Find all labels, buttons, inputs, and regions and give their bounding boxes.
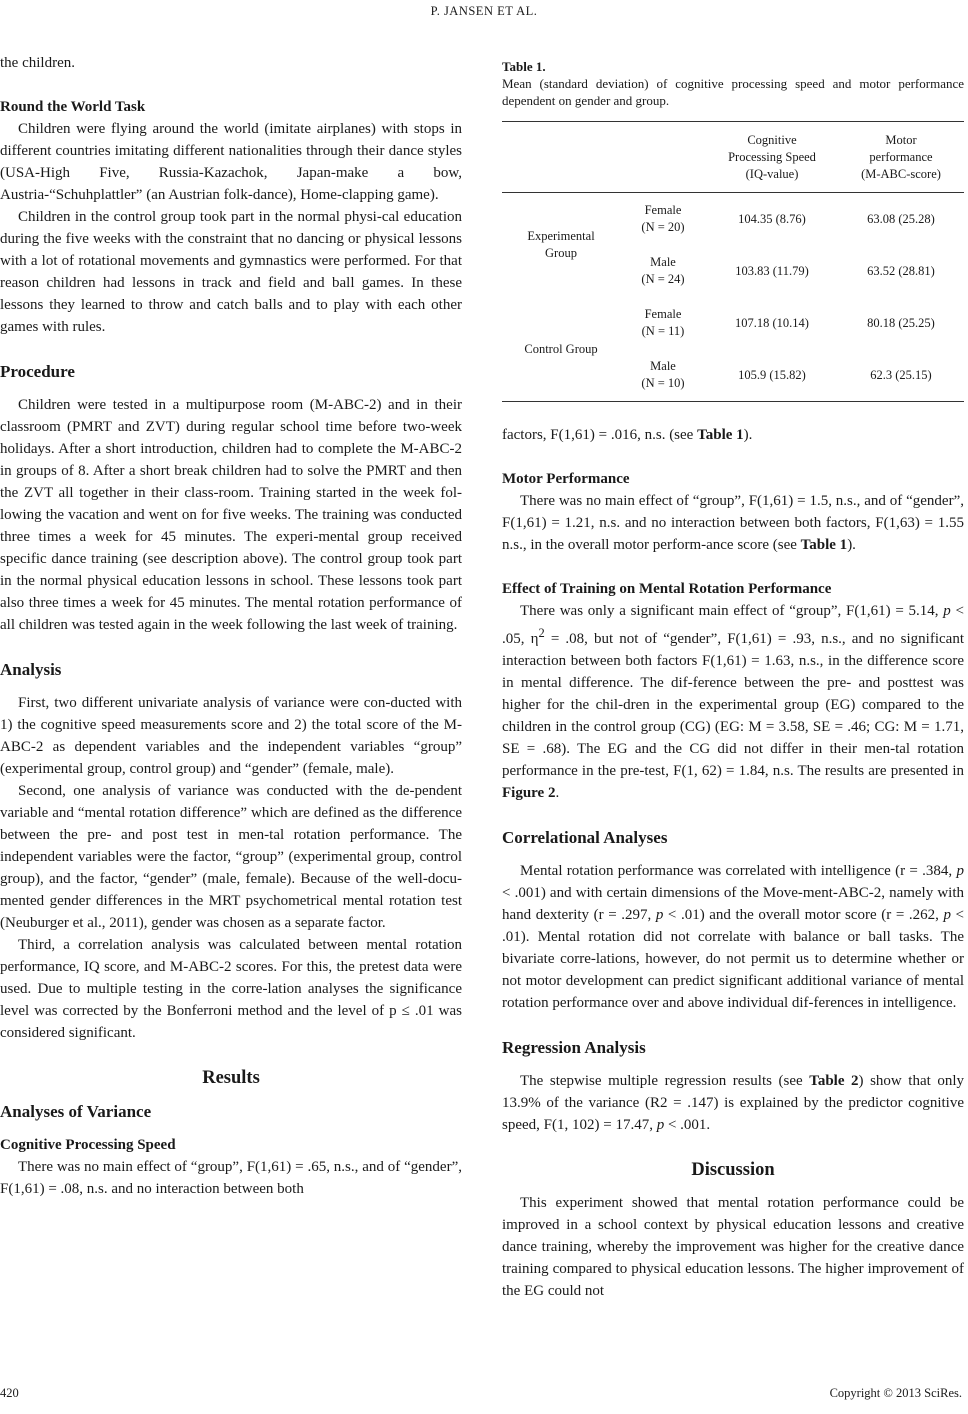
paragraph: There was no main effect of “group”, F(1,61) = .65, n.s., and of “gender”, F(1,61) = .08, n.s. and no interaction between both (0, 1159, 462, 1197)
table-header-empty (620, 122, 706, 193)
subheading-cognitive-processing-speed: Cognitive Processing Speed (0, 1137, 176, 1153)
figure-reference: Figure 2 (502, 785, 556, 801)
header-line: (M-ABC-score) (861, 166, 941, 181)
sample-size: (N = 20) (641, 220, 685, 234)
text-run: < .05, η (502, 603, 964, 647)
paragraph: Third, a correlation analysis was calculated between mental rotation performance, IQ score, and M-ABC-2 scores. For this, the pretest data were used. Due to multiple testing in the corre-lation analyses the significance level was corrected by the Bonferroni method and the level of p ≤ .01 was considered significant. (0, 937, 462, 1041)
text-run: ). (847, 537, 856, 553)
paragraph (502, 860, 964, 1014)
paragraph: Children in the control group took part in the normal physi-cal education during the five weeks with the constraint that no dancing or physical lessons with a lot of rotational movements and gymnastics were performed. For that reason children had lessons in track and field and ball games. In these lessons they learned to throw and catch balls and to play with each other games with rules. (0, 209, 462, 335)
superscript: 2 (538, 626, 545, 640)
text-run: factors, F(1,61) = .016, n.s. (see (502, 427, 698, 443)
table-caption-text: Mean (standard deviation) of cognitive processing speed and motor performance dependent on gender and group. (502, 76, 964, 108)
table-header-motor-performance (838, 122, 964, 193)
header-line: Cognitive (747, 132, 797, 147)
gender-label: Female (644, 307, 682, 321)
text-run: There was only a significant main effect of “group”, F(1,61) = 5.14, (520, 603, 944, 619)
value-cell: 104.35 (8.76) (738, 211, 806, 226)
value-cell: 107.18 (10.14) (735, 315, 809, 330)
subheading-effect-of-training: Effect of Training on Mental Rotation Performance (502, 581, 832, 597)
italic-p: p (656, 1117, 665, 1133)
gender-cell (620, 297, 706, 349)
sample-size: (N = 11) (641, 324, 685, 338)
italic-p: p (956, 863, 964, 879)
table-row (502, 297, 964, 349)
italic-p: p (655, 907, 664, 923)
gender-cell (620, 193, 706, 246)
header-line: Processing Speed (728, 149, 816, 164)
text-run: The stepwise multiple regression results (see (520, 1073, 810, 1089)
subsection-heading-analyses-of-variance: Analyses of Variance (0, 1102, 152, 1121)
gender-label: Male (650, 359, 676, 373)
gender-cell (620, 349, 706, 402)
paragraph: Children were flying around the world (imitate airplanes) with stops in different countries imitating different nationalities through their dance styles (USA-High Five, Russia-Kazachok, Japan-make a bow, Austria-“Schuhplattler” (an Austrian folk-dance), Home-clapping game). (0, 121, 462, 203)
italic-p: p (943, 907, 951, 923)
section-heading-results: Results (202, 1068, 260, 1088)
paragraph (502, 600, 964, 804)
paragraph: First, two different univariate analysis of variance were con-ducted with 1) the cognitive speed measurements score and 2) the total score of the M-ABC-2 as dependent variables and the independent variables “group” (experimental group, control group) and “gender” (female, male). (0, 695, 462, 777)
value-cell: 80.18 (25.25) (867, 315, 935, 330)
text-run: < .01). Mental rotation did not correlate with balance or ball tasks. The bivariate corre-lations, however, do not permit us to determine whether or not motor development can predict significant additional variance of mental rotation performance over and above individual dif-ferences in intelligence. (502, 907, 965, 1011)
header-line: Motor (885, 132, 917, 147)
table-reference: Table 1 (800, 537, 848, 553)
value-cell: 63.52 (28.81) (867, 263, 935, 278)
right-column (502, 58, 964, 1302)
table-reference: Table 2 (809, 1073, 859, 1089)
group-label-line: Experimental (527, 229, 595, 243)
header-line: performance (869, 149, 933, 164)
value-cell: 105.9 (15.82) (738, 367, 806, 382)
value-cell: 63.08 (25.28) (867, 211, 935, 226)
paragraph (502, 1070, 964, 1136)
gender-label: Female (644, 203, 682, 217)
text-run: Mental rotation performance was correlated with intelligence (r = .384, (520, 863, 957, 879)
page-number: 420 (0, 1386, 19, 1400)
group-cell-control: Control Group (524, 341, 598, 356)
table-row (502, 193, 964, 246)
section-heading-correlational-analyses: Correlational Analyses (502, 828, 668, 847)
text-run: < .001. (664, 1117, 711, 1133)
text-run: ). (743, 427, 753, 443)
data-table (502, 121, 964, 402)
header-line: (IQ-value) (745, 166, 799, 181)
sample-size: (N = 24) (641, 272, 685, 286)
text-run: ) show that only 13.9% of the variance (R2 = .147) is explained by the predictor cognitive speed, F(1, 102) = 17.47, (502, 1073, 965, 1133)
table-label: Table 1. (502, 59, 546, 74)
paragraph (502, 490, 964, 556)
sample-size: (N = 10) (641, 376, 685, 390)
copyright-notice: Copyright © 2013 SciRes. (829, 1386, 962, 1400)
text-run: < .01) and the overall motor score (r = .262, (663, 907, 944, 923)
value-cell: 62.3 (25.15) (870, 367, 932, 382)
section-heading-discussion: Discussion (691, 1160, 775, 1180)
text-run: . (555, 785, 560, 801)
text-run: = .08, but not of “gender”, F(1,61) = .93, n.s., and no significant interaction between both factors F(1,61) = 1.63, n.s., in the difference score in mental difference. The dif-ference between the pre- and posttest was higher for the chil-dren in the experimental group (EG) compared to the children in the control group (CG) (EG: M = 3.58, SE = .46; CG: M = 1.71, SE = .68). The EG and the CG did not differ in their men-tal rotation performance in the pre-test, F(1, 62) = 1.84, n.s. The results are presented in (502, 631, 964, 779)
table-header-row (502, 122, 964, 193)
section-heading-analysis: Analysis (0, 660, 62, 679)
gender-cell (620, 245, 706, 297)
group-label-line: Group (545, 246, 577, 260)
paragraph: the children. (0, 55, 75, 71)
paragraph: This experiment showed that mental rotation performance could be improved in a school context by physical education lessons and creative dance training, whereby the improvement was higher for the creative dance training compared to physical education lessons. The higher improvement of the EG could not (502, 1195, 964, 1299)
table-reference: Table 1 (697, 427, 744, 443)
table-header-cognitive-speed (706, 122, 838, 193)
subheading-round-the-world-task: Round the World Task (0, 99, 146, 115)
text-run: < .001) and with certain dimensions of the Move-ment-ABC-2, namely with hand dexterity (r = .297, (502, 885, 964, 923)
value-cell: 103.83 (11.79) (735, 263, 809, 278)
paragraph: Children were tested in a multipurpose room (M-ABC-2) and in their classroom (PMRT and ZVT) during regular school time before two-week holidays. After a short introduction, children had to complete the M-ABC-2 in groups of 8. After a short break children had to solve the PMRT and then the ZVT all together in their class-room. Training started in the week fol-lowing the vacation and went on for five weeks. The training was conducted three times a week for 45 minutes. The experi-mental group received specific dance training (see description above). The control group took part in the normal physical education lessons in school. These lessons took part also three times a week for 45 minutes. The mental rotation performance of all children was tested again in the week following the last week of training. (0, 397, 462, 633)
table-header-empty (502, 122, 620, 193)
paragraph: Second, one analysis of variance was conducted with the de-pendent variable and “mental rotation difference” which are defined as the difference between the pre- and post test in men-tal rotation performance. The independent variables were the factor, “group” (experimental group, control group), and the factor, “gender” (male, female). Because of the well-docu-mented gender differences in the MRT psychometrical mental rotation test (Neuburger et al., 2011), gender was chosen as a separate factor. (0, 783, 462, 931)
italic-p: p (943, 603, 951, 619)
table-caption (502, 58, 964, 109)
section-heading-procedure: Procedure (0, 362, 75, 381)
paragraph (502, 424, 964, 446)
gender-label: Male (650, 255, 676, 269)
text-run: There was no main effect of “group”, F(1,61) = 1.5, n.s., and of “gender”, F(1,61) = 1.21, n.s. and no interaction between both factors, F(1,63) = 1.55 n.s., in the overall motor perform-ance score (see (502, 493, 964, 553)
group-cell-experimental (502, 193, 620, 298)
subheading-motor-performance: Motor Performance (502, 471, 630, 487)
section-heading-regression-analysis: Regression Analysis (502, 1038, 646, 1057)
left-column (0, 46, 462, 1200)
running-head: P. JANSEN ET AL. (430, 4, 538, 18)
